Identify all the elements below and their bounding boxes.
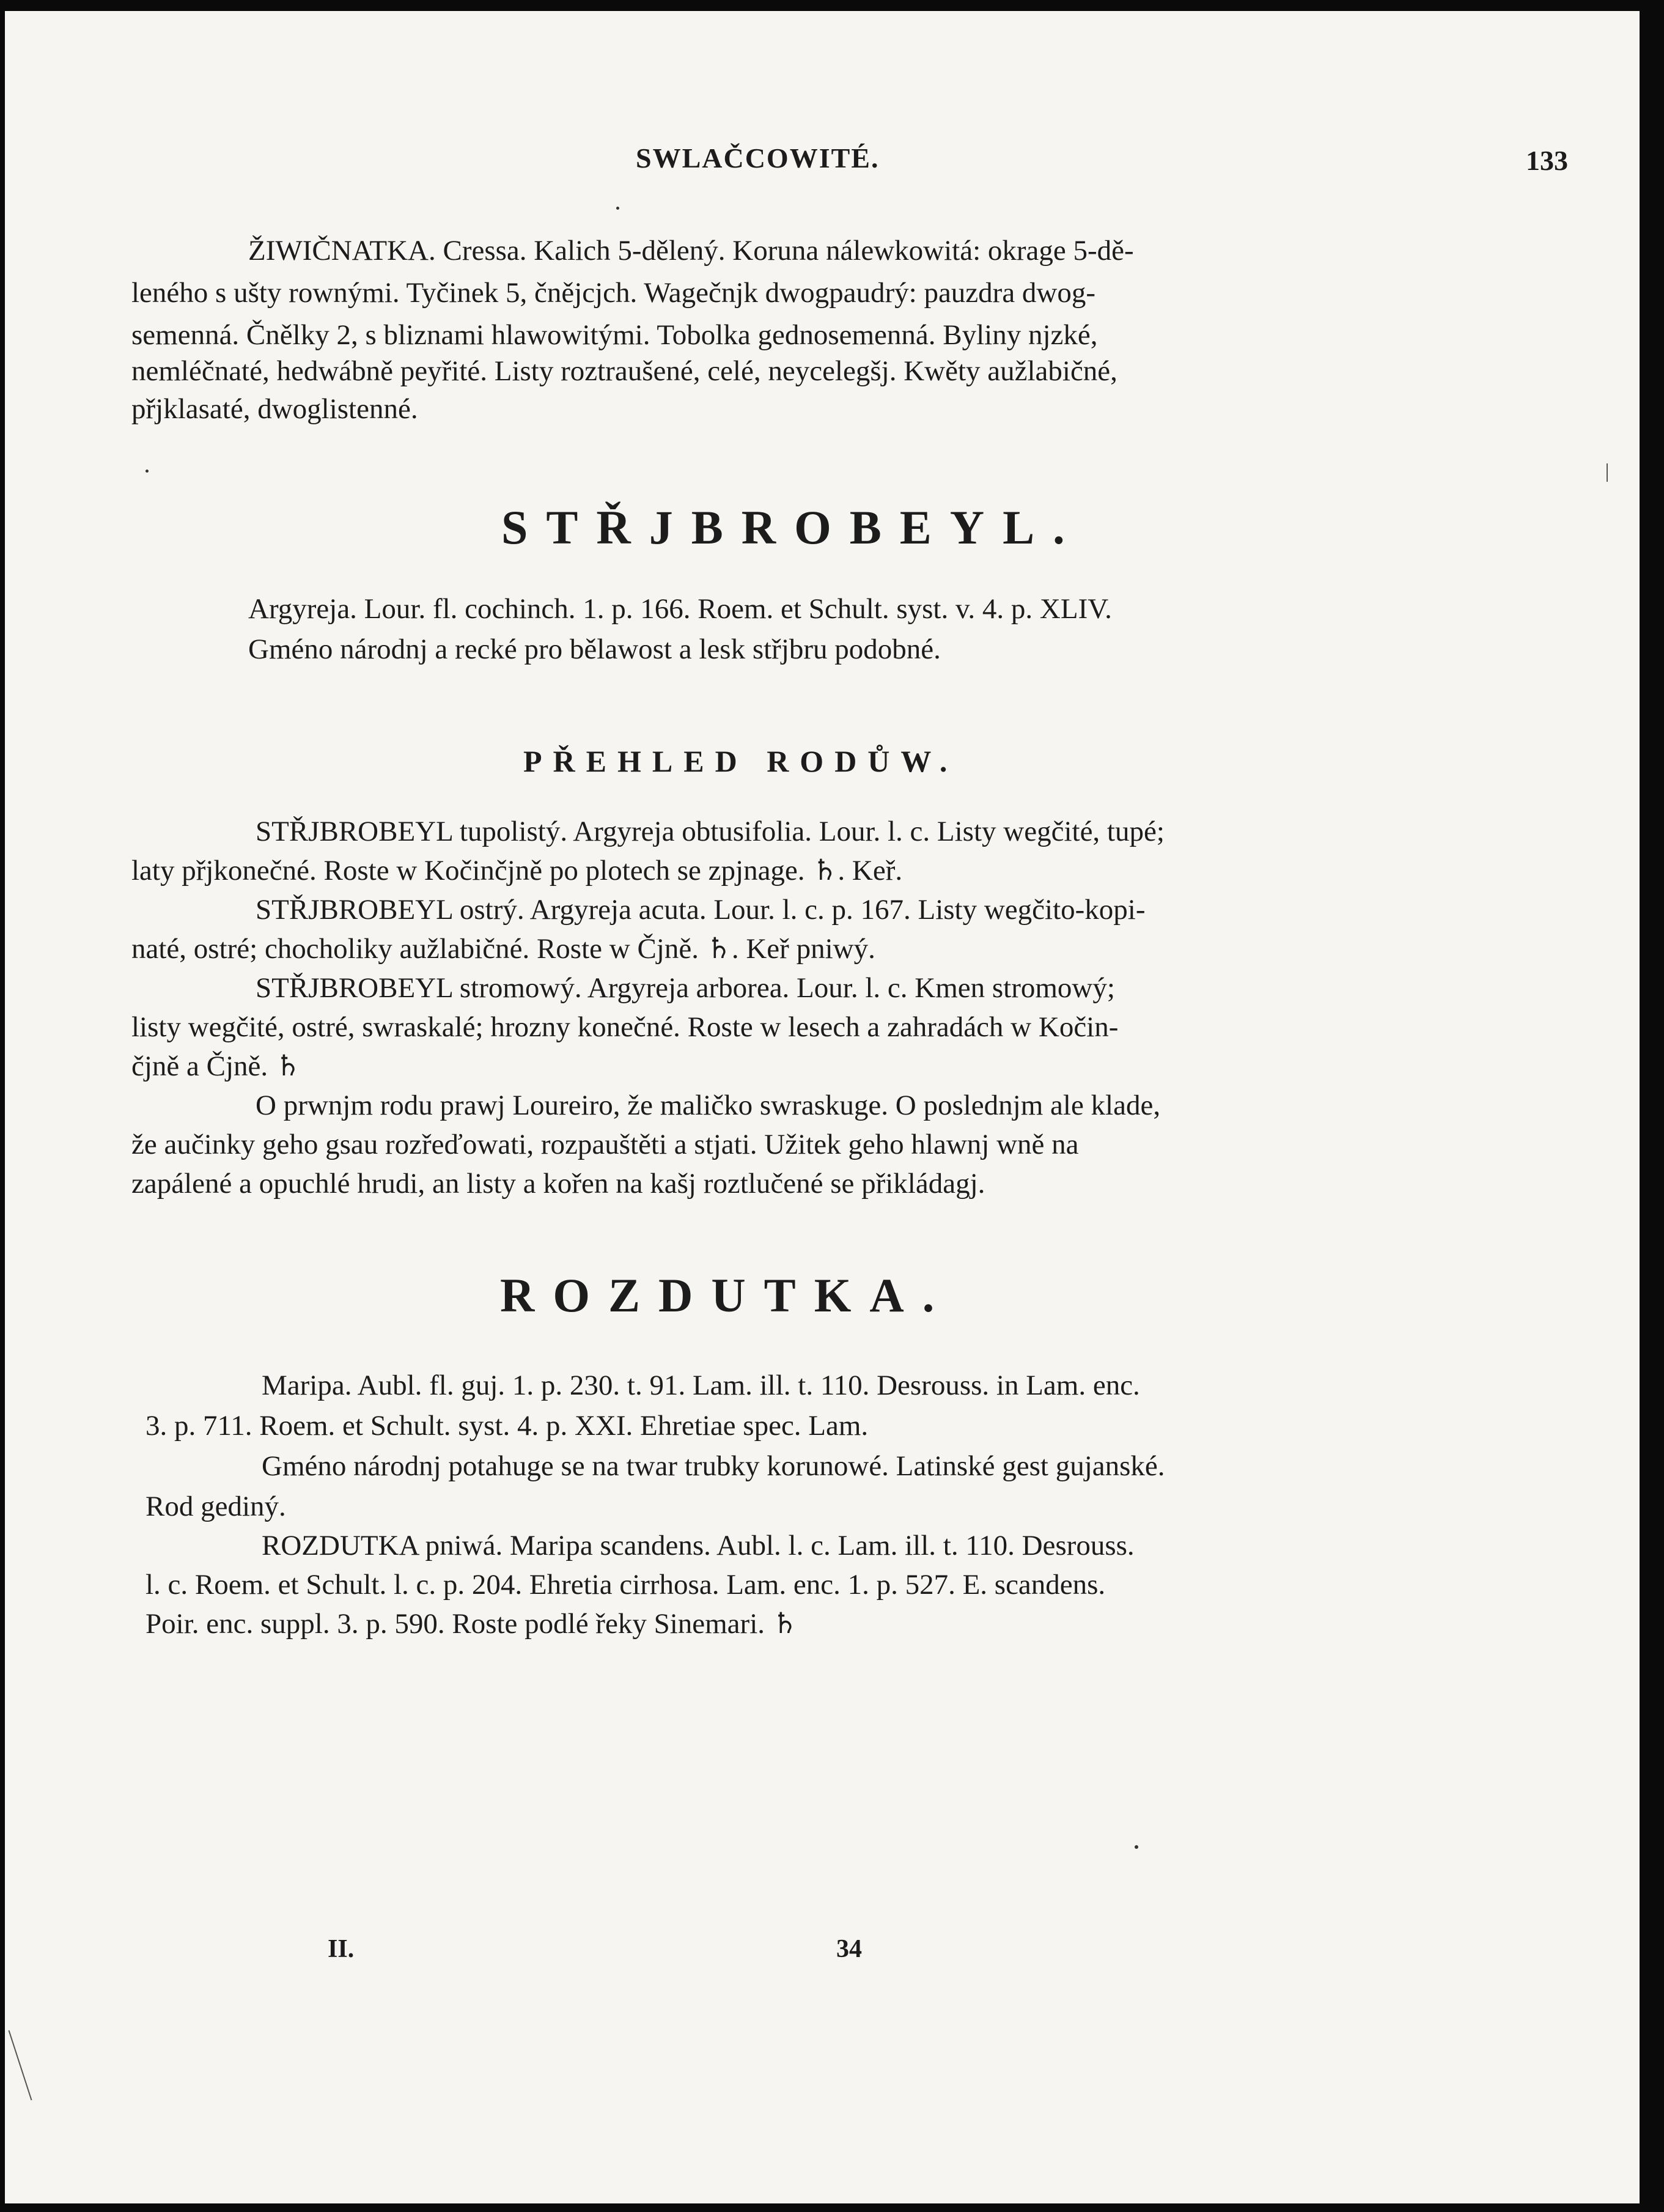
species-line: laty přjkonečné. Roste w Kočinčjně po plotech se zpjnage. ♄. Keř.	[131, 855, 903, 887]
text-line: přjklasaté, dwoglistenné.	[131, 393, 418, 425]
section-heading-prehled: PŘEHLED RODŮW.	[523, 744, 959, 778]
scan-hair	[9, 2030, 32, 2101]
reference-line: 3. p. 711. Roem. et Schult. syst. 4. p. XXI. Ehretiae spec. Lam.	[145, 1410, 869, 1442]
scan-hair	[1607, 463, 1608, 482]
scan-border-top	[0, 0, 1664, 11]
signature-mark: II.	[328, 1935, 355, 1963]
species-line: Poir. enc. suppl. 3. p. 590. Roste podlé řeky Sinemari. ♄	[145, 1608, 798, 1640]
sheet-number: 34	[836, 1935, 862, 1963]
etymology-line: Gméno národnj a recké pro bělawost a lesk střjbru podobné.	[248, 633, 941, 665]
document-page	[5, 11, 1640, 2203]
page-number: 133	[1526, 145, 1568, 176]
scan-speck	[616, 207, 619, 210]
species-line: ROZDUTKA pniwá. Maripa scandens. Aubl. l. c. Lam. ill. t. 110. Desrouss.	[262, 1530, 1135, 1561]
species-line: STŘJBROBEYL stromowý. Argyreja arborea. Lour. l. c. Kmen stromowý;	[256, 972, 1115, 1004]
scan-border-right	[1640, 0, 1664, 2212]
text-line: ŽIWIČNATKA. Cressa. Kalich 5-dělený. Koruna nálewkowitá: okrage 5-dě-	[248, 235, 1134, 267]
reference-line: Maripa. Aubl. fl. guj. 1. p. 230. t. 91. Lam. ill. t. 110. Desrouss. in Lam. enc.	[262, 1370, 1140, 1401]
species-line: listy wegčité, ostré, swraskalé; hrozny konečné. Roste w lesech a zahradách w Kočin-	[131, 1011, 1119, 1043]
running-title: SWLAČCOWITÉ.	[636, 142, 880, 174]
species-line: l. c. Roem. et Schult. l. c. p. 204. Ehretia cirrhosa. Lam. enc. 1. p. 527. E. scandens.	[145, 1569, 1106, 1601]
text-line: leného s ušty rownými. Tyčinek 5, čnějcjch. Wagečnjk dwogpaudrý: pauzdra dwog-	[131, 277, 1096, 309]
species-line: STŘJBROBEYL ostrý. Argyreja acuta. Lour. l. c. p. 167. Listy wegčito-kopi-	[256, 894, 1146, 926]
commentary-line: že aučinky geho gsau rozřeďowati, rozpauštěti a stjati. Užitek geho hlawnj wně na	[131, 1129, 1079, 1160]
scan-speck	[145, 470, 149, 473]
etymology-line: Rod gediný.	[145, 1491, 286, 1522]
genus-heading-strjbrobeyl: STŘJBROBEYL.	[501, 501, 1083, 554]
reference-line: Argyreja. Lour. fl. cochinch. 1. p. 166. Roem. et Schult. syst. v. 4. p. XLIV.	[248, 593, 1112, 625]
etymology-line: Gméno národnj potahuge se na twar trubky korunowé. Latinské gest gujanské.	[262, 1450, 1165, 1482]
text-line: nemléčnaté, hedwábně peyřité. Listy roztraušené, celé, neycelegšj. Kwěty aužlabičné,	[131, 355, 1117, 387]
scan-speck	[1135, 1845, 1138, 1849]
text-line: semenná. Čnělky 2, s bliznami hlawowitými. Tobolka gednosemenná. Byliny njzké,	[131, 319, 1098, 351]
species-line: STŘJBROBEYL tupolistý. Argyreja obtusifolia. Lour. l. c. Listy wegčité, tupé;	[256, 816, 1165, 847]
genus-heading-rozdutka: ROZDUTKA.	[500, 1269, 953, 1322]
commentary-line: O prwnjm rodu prawj Loureiro, že maličko swraskuge. O poslednjm ale klade,	[256, 1089, 1161, 1121]
commentary-line: zapálené a opuchlé hrudi, an listy a kořen na kašj roztlučené se přikládagj.	[131, 1168, 985, 1200]
species-line: čjně a Čjně. ♄	[131, 1050, 301, 1082]
species-line: naté, ostré; chocholiky aužlabičné. Roste w Čjně. ♄. Keř pniwý.	[131, 933, 875, 965]
